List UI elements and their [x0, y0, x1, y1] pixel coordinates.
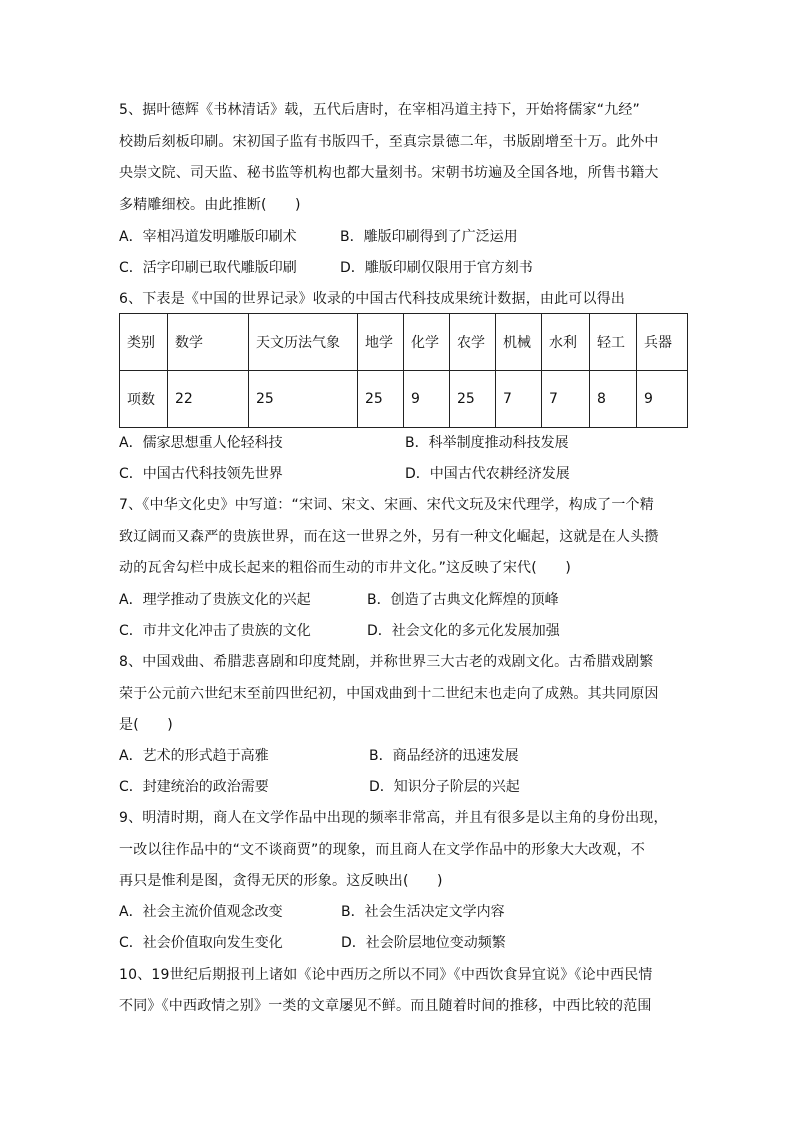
- question-8-option-c: C．封建统治的政治需要: [119, 779, 269, 795]
- question-7-option-d: D．社会文化的多元化发展加强: [367, 623, 560, 639]
- question-9-option-a: A．社会主流价值观念改变: [119, 904, 283, 920]
- table-cell: 数学: [168, 314, 249, 371]
- question-5-option-c: C．活字印刷已取代雕版印刷: [119, 260, 297, 276]
- table-cell: 7: [496, 371, 542, 428]
- question-5-line-4: 多精雕细校。由此推断( ): [119, 197, 301, 213]
- question-7-option-b: B．创造了古典文化辉煌的顶峰: [367, 592, 559, 608]
- table-cell: 9: [637, 371, 688, 428]
- question-5-line-2: 校勘后刻板印刷。宋初国子监有书版四千，至真宗景德二年，书版剧增至十万。此外中: [119, 134, 659, 150]
- question-8-line-3: 是( ): [119, 717, 173, 733]
- statistics-table: [119, 313, 688, 428]
- table-cell: 9: [404, 371, 450, 428]
- question-6-line-1: 6、下表是《中国的世界记录》收录的中国古代科技成果统计数据，由此可以得出: [119, 291, 626, 307]
- table-cell: 天文历法气象: [249, 314, 358, 371]
- table-cell: 7: [542, 371, 590, 428]
- question-7-line-1: 7、《中华文化史》中写道：“宋词、宋文、宋画、宋代文玩及宋代理学，构成了一个精: [119, 497, 654, 513]
- question-10-line-2: 不同》《中西政情之别》一类的文章屡见不鲜。而且随着时间的推移，中西比较的范围: [119, 998, 652, 1014]
- question-5-line-1: 5、据叶德辉《书林清话》载，五代后唐时，在宰相冯道主持下，开始将儒家“九经”: [119, 102, 641, 118]
- question-7-line-2: 致辽阔而又森严的贵族世界，而在这一世界之外，另有一种文化崛起，这就是在人头攒: [119, 529, 659, 545]
- table-cell: 地学: [358, 314, 404, 371]
- question-6-option-a: A．儒家思想重人伦轻科技: [119, 435, 283, 451]
- question-6-option-b: B．科举制度推动科技发展: [405, 435, 569, 451]
- question-7-option-a: A．理学推动了贵族文化的兴起: [119, 592, 311, 608]
- question-5-option-b: B．雕版印刷得到了广泛运用: [340, 229, 518, 245]
- table-cell: 25: [249, 371, 358, 428]
- table-cell: 化学: [404, 314, 450, 371]
- question-9-line-3: 再只是惟利是图，贪得无厌的形象。这反映出( ): [119, 873, 443, 889]
- table-row: [120, 371, 688, 428]
- table-cell: 25: [358, 371, 404, 428]
- table-cell: 轻工: [590, 314, 637, 371]
- question-8-option-b: B．商品经济的迅速发展: [369, 748, 519, 764]
- question-9-option-c: C．社会价值取向发生变化: [119, 935, 283, 951]
- table-cell: 农学: [450, 314, 496, 371]
- question-6-option-d: D．中国古代农耕经济发展: [405, 466, 570, 482]
- question-8-line-2: 荣于公元前六世纪末至前四世纪初，中国戏曲到十二世纪末也走向了成熟。其共同原因: [119, 686, 659, 702]
- table-cell: 25: [450, 371, 496, 428]
- question-9-option-d: D．社会阶层地位变动频繁: [341, 935, 506, 951]
- question-6-option-c: C．中国古代科技领先世界: [119, 466, 283, 482]
- question-5-line-3: 央崇文院、司天监、秘书监等机构也都大量刻书。宋朝书坊遍及全国各地，所售书籍大: [119, 165, 659, 181]
- question-10-line-1: 10、19世纪后期报刊上诸如《论中西历之所以不同》《中西饮食异宜说》《论中西民情: [119, 967, 653, 983]
- question-8-option-a: A．艺术的形式趋于高雅: [119, 748, 269, 764]
- question-5-option-d: D．雕版印刷仅限用于官方刻书: [340, 260, 533, 276]
- question-7-line-3: 动的瓦舍勾栏中成长起来的粗俗而生动的市井文化。”这反映了宋代( ): [119, 560, 571, 576]
- table-cell: 项数: [120, 371, 168, 428]
- table-cell: 机械: [496, 314, 542, 371]
- question-9-option-b: B．社会生活决定文学内容: [341, 904, 505, 920]
- question-5-option-a: A．宰相冯道发明雕版印刷术: [119, 229, 297, 245]
- question-9-line-2: 一改以往作品中的“文不谈商贾”的现象，而且商人在文学作品中的形象大大改观，不: [119, 842, 646, 858]
- table-cell: 水利: [542, 314, 590, 371]
- question-9-line-1: 9、明清时期，商人在文学作品中出现的频率非常高，并且有很多是以主角的身份出现，: [119, 810, 668, 826]
- table-cell: 类别: [120, 314, 168, 371]
- table-header-row: [120, 314, 688, 371]
- table-cell: 8: [590, 371, 637, 428]
- question-8-option-d: D．知识分子阶层的兴起: [369, 779, 520, 795]
- table-cell: 兵器: [637, 314, 688, 371]
- question-8-line-1: 8、中国戏曲、希腊悲喜剧和印度梵剧，并称世界三大古老的戏剧文化。古希腊戏剧繁: [119, 654, 654, 670]
- table-cell: 22: [168, 371, 249, 428]
- question-7-option-c: C．市井文化冲击了贵族的文化: [119, 623, 311, 639]
